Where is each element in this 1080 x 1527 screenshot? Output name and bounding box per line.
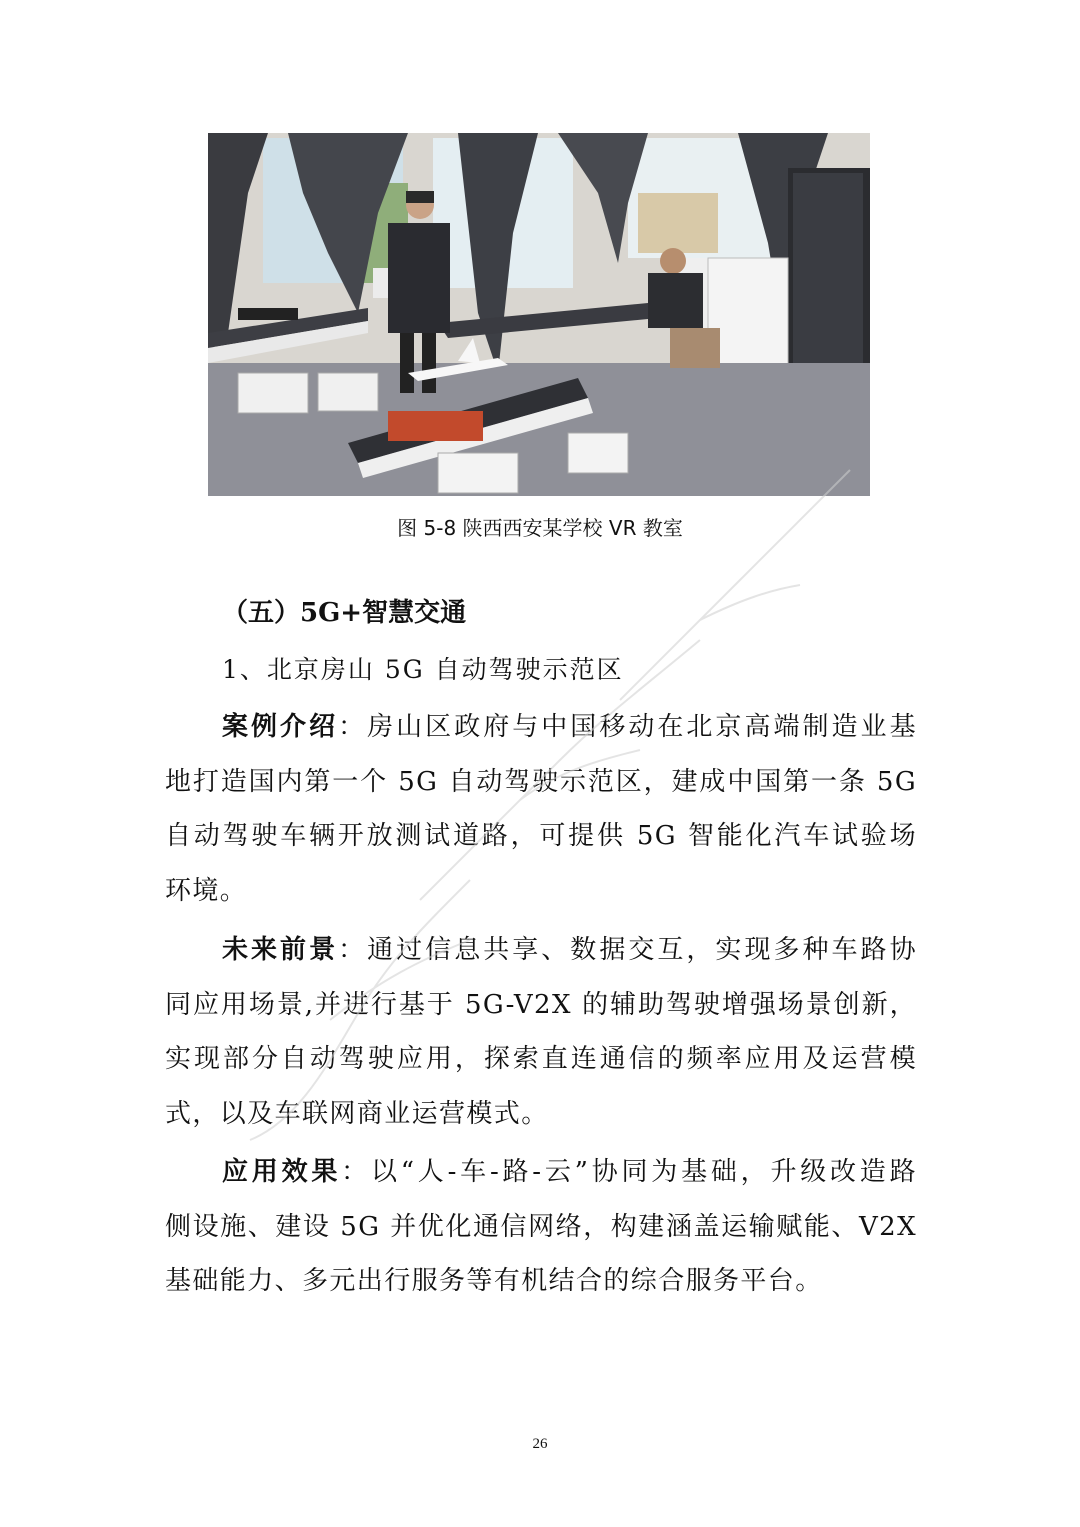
paragraph-line: 侧设施、建设 5G 并优化通信网络，构建涵盖运输赋能、V2X [165, 1211, 917, 1242]
page-number: 26 [532, 1436, 548, 1452]
section-heading: （五）5G+智慧交通 [222, 598, 467, 628]
paragraph-line: 实现部分自动驾驶应用，探索直连通信的频率应用及运营模 [165, 1044, 917, 1074]
future-outlook-paragraph [165, 923, 917, 1141]
application-effect-label: 应用效果 [222, 1157, 342, 1187]
item-title: 1、北京房山 5G 自动驾驶示范区 [222, 655, 624, 684]
classroom-photo [208, 133, 870, 496]
paragraph-line: 自动驾驶车辆开放测试道路，可提供 5G 智能化汽车试验场 [165, 821, 917, 851]
paragraph-line: 应用效果：以“人-车-路-云”协同为基础，升级改造路 [222, 1157, 917, 1187]
paragraph-line: 同应用场景,并进行基于 5G-V2X 的辅助驾驶增强场景创新， [165, 989, 917, 1020]
vr-classroom-illustration [208, 133, 870, 496]
paragraph-line: 地打造国内第一个 5G 自动驾驶示范区，建成中国第一条 5G [165, 766, 917, 797]
paragraph-line: 案例介绍：房山区政府与中国移动在北京高端制造业基 [222, 712, 917, 742]
case-intro-label: 案例介绍 [222, 712, 339, 742]
paragraph-line: 未来前景：通过信息共享、数据交互，实现多种车路协 [222, 935, 917, 965]
application-effect-paragraph [165, 1145, 917, 1309]
figure-caption: 图 5-8 陕西西安某学校 VR 教室 [397, 516, 683, 540]
paragraph-line: 环境。 [165, 875, 248, 906]
case-intro-paragraph [165, 700, 917, 918]
paragraph-line: 基础能力、多元出行服务等有机结合的综合服务平台。 [165, 1266, 823, 1296]
paragraph-line: 式，以及车联网商业运营模式。 [165, 1098, 549, 1129]
future-outlook-label: 未来前景 [222, 935, 339, 965]
